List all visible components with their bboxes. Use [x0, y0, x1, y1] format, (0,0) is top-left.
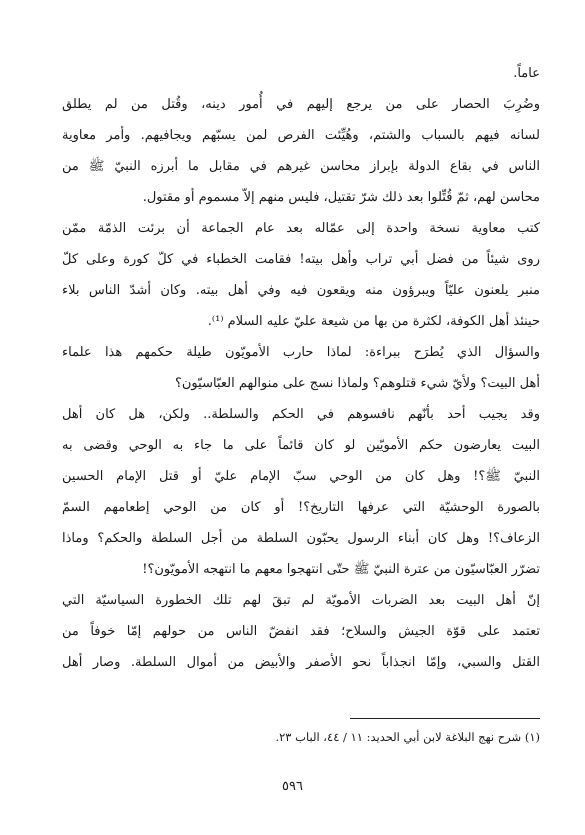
- text-line: لسانه فيهم بالسباب والشتم، وهُيِّئت الفرص لمن يسبّهم ويجافيهم. وأمر معاوية: [62, 128, 540, 143]
- text-line: البيت يعارضون حكم الأمويّين لو كان قائماً على ما جاء به الوحي وقضى به: [62, 438, 540, 453]
- text-line: النبيّ ﷺ؟! وهل كان من الوحي سبّ الإمام عليّ أو قتل الإمام الحسين: [62, 469, 540, 484]
- footnote-divider: [350, 718, 540, 719]
- text-line: وقد يجيب أحد بأنّهم نافسوهم في الحكم والسلطة.. ولكن، هل كان أهل: [62, 407, 540, 422]
- text-line: روى شيئاً من فضل أبي تراب وأهل بيته! فقامت الخطباء في كلّ كورة وعلى كلّ: [62, 252, 540, 267]
- page-number: ٥٩٦: [282, 779, 303, 794]
- text-line: تضرّر العبّاسيّون من عترة النبيّ ﷺ حتّى انتهجوا معهم ما انتهجه الأمويّون؟!: [142, 562, 540, 577]
- text-line: منبر يلعنون عليّاً ويبرؤون منه ويقعون فيه وفي أهل بيته. وكان أشدّ الناس بلاء: [62, 283, 540, 298]
- text-line: حينئذ أهل الكوفة، لكثرة من بها من شيعة عليّ عليه السلام ⁽¹⁾.: [207, 314, 540, 329]
- text-line: تعتمد على قوّة الجيش والسلاح؛ فقد انفضّ الناس من حولهم إمّا خوفاً من: [62, 624, 540, 639]
- text-line: الناس في بقاع الدولة بإبراز محاسن غيرهم في مقابل ما أبرزه النبيّ ﷺ من: [62, 159, 540, 174]
- text-line: كتب معاوية نسخة واحدة إلى عمّاله بعد عام الجماعة أن برئت الذمّة ممّن: [62, 221, 540, 236]
- text-line: الزعاف؟! وهل كان أبناء الرسول يحبّون السلطة من أجل السلطة والحكم؟ وماذا: [62, 531, 540, 546]
- footnote: (١) شرح نهج البلاغة لابن أبي الحديد: ١١ / ٤٤، الباب ٢٣.: [275, 730, 540, 744]
- text-line: بالصورة الوحشيّة التي عرفها التاريخ؟! أو كان من الوحي إطعامهم السمّ: [62, 500, 540, 515]
- text-line: محاسن لهم، ثمّ قُتِّلوا بعد ذلك شرّ تقتيل، فليس منهم إلاّ مسموم أو مقتول.: [142, 190, 540, 205]
- text-line: عاماً.: [513, 66, 540, 81]
- text-line: أهل البيت؟ ولأيّ شيء قتلوهم؟ ولماذا نسج على منوالهم العبّاسيّون؟: [174, 376, 540, 391]
- text-line: إنّ أهل البيت بعد الضربات الأمويّة لم تبقَ لهم تلك الخطورة السياسيّة التي: [62, 593, 540, 608]
- text-line: القتل والسبي، وإمّا انجذاباً نحو الأصفر والأبيض من أموال السلطة. وصار أهل: [62, 655, 540, 670]
- text-line: والسؤال الذي يُطرَح ببراءة: لماذا حارب الأمويّون طيلة حكمهم هذا علماء: [62, 345, 540, 360]
- text-line: وضُرِبَ الحصار على من يرجع إليهم في أُمور دينه، وقُتل من لم يطلق: [62, 97, 540, 112]
